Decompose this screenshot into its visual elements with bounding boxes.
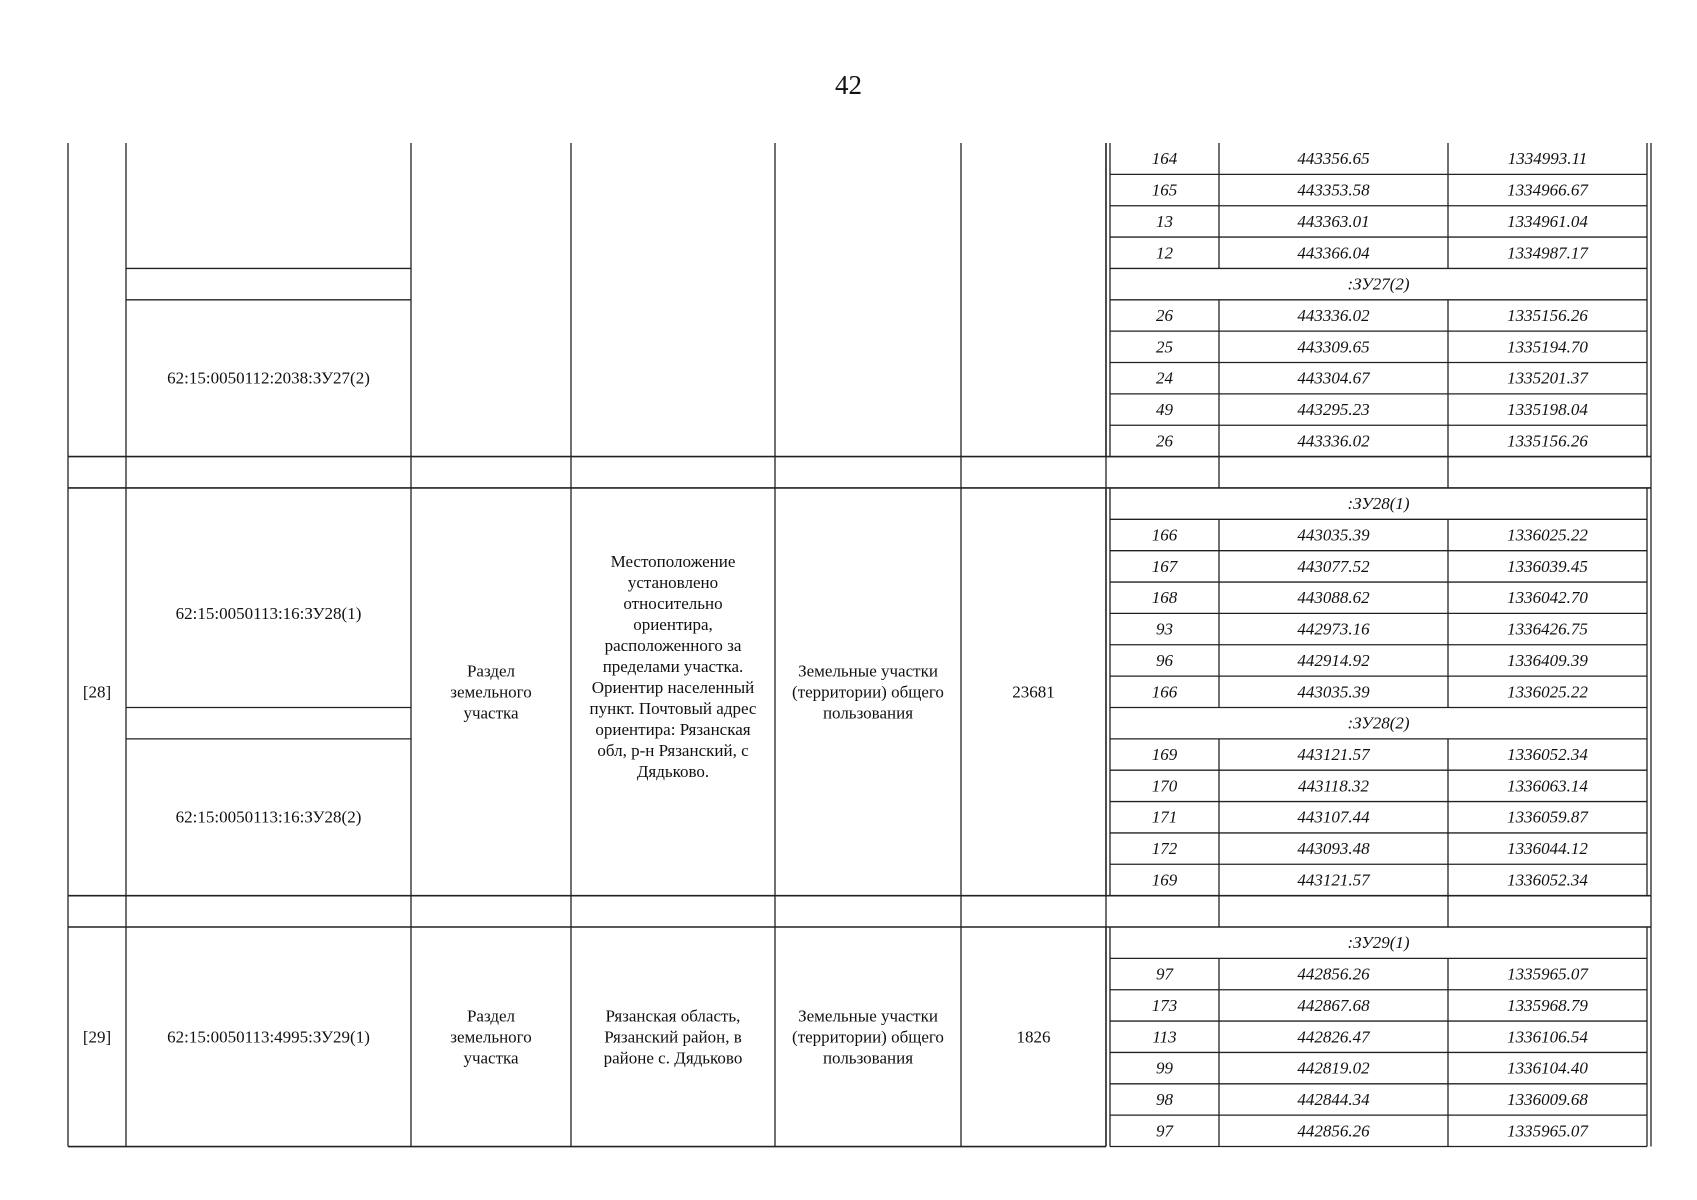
location-description-line: Рязанский район, в bbox=[604, 1027, 742, 1047]
cadastral-number: 62:15:0050112:2038:ЗУ27(2) bbox=[167, 368, 370, 388]
point-number: 49 bbox=[1156, 400, 1173, 420]
coordinate-x: 443107.44 bbox=[1297, 807, 1370, 827]
coordinate-y: 1335965.07 bbox=[1507, 1121, 1588, 1141]
contour-label: :ЗУ27(2) bbox=[1347, 274, 1410, 294]
point-number: 169 bbox=[1151, 745, 1178, 765]
coordinate-y: 1336042.70 bbox=[1507, 588, 1588, 608]
coordinate-y: 1335968.79 bbox=[1507, 995, 1588, 1015]
coordinate-x: 443356.65 bbox=[1297, 149, 1370, 169]
location-description-line: районе с. Дядьково bbox=[603, 1048, 743, 1068]
location-description-line: Дядьково. bbox=[636, 762, 710, 782]
point-number: 166 bbox=[1151, 682, 1178, 702]
coordinate-x: 442826.47 bbox=[1297, 1027, 1370, 1047]
coordinate-x: 442844.34 bbox=[1297, 1089, 1370, 1109]
coordinate-x: 443118.32 bbox=[1298, 776, 1369, 796]
point-number: 97 bbox=[1156, 964, 1173, 984]
point-number: 171 bbox=[1151, 807, 1178, 827]
location-description-line: расположенного за bbox=[604, 636, 742, 656]
point-number: 164 bbox=[1151, 149, 1178, 169]
point-number: 26 bbox=[1156, 305, 1173, 325]
coordinate-x: 442856.26 bbox=[1297, 964, 1370, 984]
coordinate-x: 443121.57 bbox=[1297, 870, 1370, 890]
coordinate-y: 1334966.67 bbox=[1507, 180, 1588, 200]
land-category-line: (территории) общего bbox=[792, 1027, 944, 1047]
coordinate-x: 443363.01 bbox=[1297, 211, 1370, 231]
parcel-number: [29] bbox=[82, 1027, 112, 1047]
formation-method-line: земельного bbox=[450, 1027, 532, 1047]
formation-method-line: Раздел bbox=[466, 1006, 516, 1026]
cadastral-number: 62:15:0050113:4995:ЗУ29(1) bbox=[167, 1027, 370, 1047]
land-category-line: (территории) общего bbox=[792, 682, 944, 702]
point-number: 167 bbox=[1151, 556, 1178, 576]
coordinate-y: 1336025.22 bbox=[1507, 682, 1588, 702]
coordinate-x: 443121.57 bbox=[1297, 745, 1370, 765]
coordinate-y: 1334993.11 bbox=[1507, 149, 1588, 169]
location-description-line: пункт. Почтовый адрес bbox=[589, 699, 757, 719]
coordinate-x: 443035.39 bbox=[1297, 682, 1370, 702]
coordinate-y: 1335965.07 bbox=[1507, 964, 1588, 984]
coordinate-y: 1336052.34 bbox=[1507, 870, 1588, 890]
point-number: 26 bbox=[1156, 431, 1173, 451]
formation-method-line: участка bbox=[463, 1048, 519, 1068]
contour-label: :ЗУ28(2) bbox=[1347, 713, 1410, 733]
point-number: 12 bbox=[1156, 243, 1173, 263]
point-number: 13 bbox=[1156, 211, 1173, 231]
land-category-line: пользования bbox=[822, 1048, 914, 1068]
location-description-line: обл, р-н Рязанский, с bbox=[597, 741, 749, 761]
parcel-number: [28] bbox=[82, 682, 112, 702]
point-number: 93 bbox=[1156, 619, 1173, 639]
point-number: 173 bbox=[1151, 995, 1178, 1015]
parcel-area: 23681 bbox=[1012, 682, 1055, 702]
point-number: 25 bbox=[1156, 337, 1173, 357]
coordinate-x: 443035.39 bbox=[1297, 525, 1370, 545]
coordinate-y: 1336039.45 bbox=[1507, 556, 1588, 576]
point-number: 99 bbox=[1156, 1058, 1173, 1078]
coordinate-y: 1336409.39 bbox=[1507, 650, 1588, 670]
location-description-line: Ориентир населенный bbox=[591, 678, 755, 698]
contour-label: :ЗУ29(1) bbox=[1347, 933, 1410, 953]
coordinate-x: 443336.02 bbox=[1297, 305, 1370, 325]
location-description-line: относительно bbox=[623, 594, 723, 614]
point-number: 97 bbox=[1156, 1121, 1173, 1141]
coordinate-x: 442914.92 bbox=[1297, 650, 1370, 670]
point-number: 24 bbox=[1156, 368, 1173, 388]
cadastral-number: 62:15:0050113:16:ЗУ28(1) bbox=[175, 603, 362, 623]
location-description-line: установлено bbox=[627, 573, 719, 593]
coordinate-y: 1336044.12 bbox=[1507, 839, 1588, 859]
cadastral-number: 62:15:0050113:16:ЗУ28(2) bbox=[175, 807, 362, 827]
coordinate-y: 1334987.17 bbox=[1507, 243, 1588, 263]
land-category-line: Земельные участки bbox=[798, 661, 938, 681]
coordinate-y: 1334961.04 bbox=[1507, 211, 1588, 231]
land-category-line: пользования bbox=[822, 703, 914, 723]
point-number: 170 bbox=[1151, 776, 1178, 796]
coordinate-x: 443077.52 bbox=[1297, 556, 1370, 576]
coordinate-y: 1336106.54 bbox=[1507, 1027, 1588, 1047]
coordinate-x: 443309.65 bbox=[1297, 337, 1370, 357]
coordinate-y: 1335201.37 bbox=[1507, 368, 1588, 388]
coordinate-y: 1336063.14 bbox=[1507, 776, 1588, 796]
coordinate-y: 1335198.04 bbox=[1507, 400, 1588, 420]
table-grid bbox=[68, 143, 1651, 1147]
coordinate-x: 443304.67 bbox=[1297, 368, 1370, 388]
point-number: 166 bbox=[1151, 525, 1178, 545]
point-number: 98 bbox=[1156, 1089, 1173, 1109]
coordinate-y: 1336426.75 bbox=[1507, 619, 1588, 639]
page-number: 42 bbox=[835, 70, 862, 100]
location-description-line: пределами участка. bbox=[602, 657, 744, 677]
point-number: 113 bbox=[1152, 1027, 1177, 1047]
land-category-line: Земельные участки bbox=[798, 1006, 938, 1026]
coordinate-x: 443295.23 bbox=[1297, 400, 1370, 420]
location-description-line: Рязанская область, bbox=[605, 1006, 741, 1026]
location-description-line: ориентира, bbox=[633, 615, 713, 635]
point-number: 168 bbox=[1151, 588, 1178, 608]
coordinate-y: 1335194.70 bbox=[1507, 337, 1588, 357]
location-description-line: Местоположение bbox=[610, 552, 736, 572]
formation-method-line: участка bbox=[463, 703, 519, 723]
point-number: 169 bbox=[1151, 870, 1178, 890]
coordinate-x: 443366.04 bbox=[1297, 243, 1370, 263]
coordinate-y: 1336059.87 bbox=[1507, 807, 1588, 827]
point-number: 165 bbox=[1151, 180, 1178, 200]
formation-method-line: Раздел bbox=[466, 661, 516, 681]
contour-label: :ЗУ28(1) bbox=[1347, 494, 1410, 514]
coordinate-x: 443093.48 bbox=[1297, 839, 1370, 859]
coordinate-x: 443088.62 bbox=[1297, 588, 1370, 608]
coordinate-x: 442856.26 bbox=[1297, 1121, 1370, 1141]
coordinate-x: 442819.02 bbox=[1297, 1058, 1370, 1078]
coordinate-x: 442973.16 bbox=[1297, 619, 1370, 639]
formation-method-line: земельного bbox=[450, 682, 532, 702]
coordinate-x: 443353.58 bbox=[1297, 180, 1370, 200]
coordinate-x: 443336.02 bbox=[1297, 431, 1370, 451]
coordinate-y: 1336052.34 bbox=[1507, 745, 1588, 765]
coordinate-y: 1336009.68 bbox=[1507, 1089, 1588, 1109]
parcel-area: 1826 bbox=[1016, 1027, 1051, 1047]
location-description-line: ориентира: Рязанская bbox=[595, 720, 751, 740]
point-number: 96 bbox=[1156, 650, 1173, 670]
coordinate-y: 1336104.40 bbox=[1507, 1058, 1588, 1078]
coordinate-y: 1336025.22 bbox=[1507, 525, 1588, 545]
coordinate-x: 442867.68 bbox=[1297, 995, 1370, 1015]
point-number: 172 bbox=[1151, 839, 1178, 859]
coordinate-y: 1335156.26 bbox=[1507, 431, 1588, 451]
coordinate-y: 1335156.26 bbox=[1507, 305, 1588, 325]
